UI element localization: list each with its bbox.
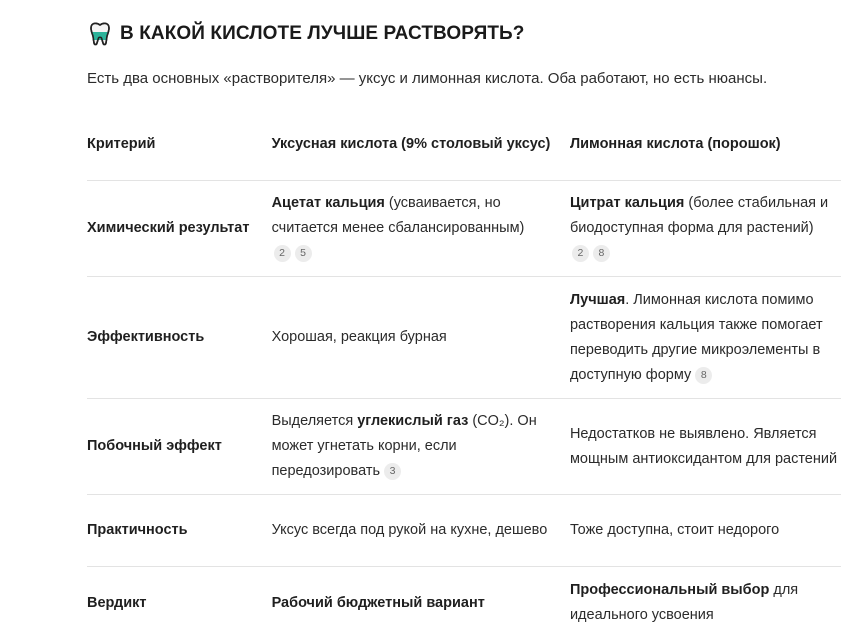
cell-emphasis: Ацетат кальция	[272, 195, 385, 211]
intro-text: Есть два основных «растворителя» — уксус и лимонная кислота. Оба работают, но есть нюансы.	[87, 68, 767, 90]
citation-badge[interactable]: 3	[384, 463, 401, 480]
table-row	[87, 277, 841, 399]
section-title: В КАКОЙ КИСЛОТЕ ЛУЧШЕ РАСТВОРЯТЬ?	[120, 23, 525, 45]
citric-cell: Тоже доступна, стоит недорого	[570, 495, 841, 567]
cell-emphasis: Лучшая	[570, 292, 625, 308]
cell-text: (более стабильная и биодоступная форма для растений)	[570, 195, 828, 236]
cell-text: (CO₂). Он может угнетать корни, если передозировать	[272, 413, 537, 479]
cell-emphasis: углекислый газ	[357, 413, 468, 429]
criterion-cell: Вердикт	[87, 567, 272, 639]
table-row	[87, 567, 841, 639]
citation-badge[interactable]: 5	[295, 245, 312, 262]
criterion-cell: Побочный эффект	[87, 399, 272, 495]
citation-badge[interactable]: 8	[695, 367, 712, 384]
citric-cell: Недостатков не выявлено. Является мощным антиоксидантом для растений	[570, 399, 841, 495]
cell-emphasis: Рабочий бюджетный вариант	[272, 595, 485, 611]
vinegar-cell: Хорошая, реакция бурная	[272, 277, 570, 399]
citric-cell	[570, 277, 841, 399]
cell-text: Выделяется	[272, 413, 358, 429]
cell-text: для идеального усвоения	[570, 582, 798, 623]
citations	[570, 241, 841, 266]
criterion-cell: Практичность	[87, 495, 272, 567]
vinegar-cell	[272, 567, 570, 639]
criterion-cell: Эффективность	[87, 277, 272, 399]
vinegar-cell: Уксус всегда под рукой на кухне, дешево	[272, 495, 570, 567]
header-vinegar: Уксусная кислота (9% столовый уксус)	[272, 108, 570, 181]
cell-emphasis: Цитрат кальция	[570, 195, 684, 211]
header-citric: Лимонная кислота (порошок)	[570, 108, 841, 181]
section-heading	[87, 20, 525, 48]
table-header-row	[87, 108, 841, 181]
cell-emphasis: Профессиональный выбор	[570, 582, 769, 598]
table-row	[87, 399, 841, 495]
table-row	[87, 181, 841, 277]
cell-text: . Лимонная кислота помимо растворения кальция также помогает переводить другие микроэлементы в доступную форму	[570, 292, 823, 383]
criterion-cell: Химический результат	[87, 181, 272, 277]
cell-text: (усваивается, но считается менее сбалансированным)	[272, 195, 525, 236]
vinegar-cell	[272, 399, 570, 495]
comparison-table	[87, 108, 841, 639]
tooth-icon	[87, 21, 113, 47]
citations	[272, 241, 558, 266]
citation-badge[interactable]: 2	[572, 245, 589, 262]
header-criterion: Критерий	[87, 108, 272, 181]
citric-cell	[570, 181, 841, 277]
citation-badge[interactable]: 2	[274, 245, 291, 262]
citation-badge[interactable]: 8	[593, 245, 610, 262]
table-row	[87, 495, 841, 567]
vinegar-cell	[272, 181, 570, 277]
citric-cell	[570, 567, 841, 639]
